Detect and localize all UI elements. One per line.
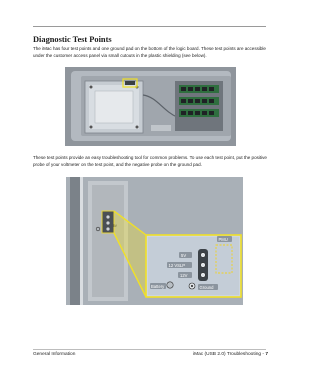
label-12v: 12V bbox=[180, 272, 188, 278]
label-battery: Battery bbox=[151, 283, 165, 289]
label-5v: 5V bbox=[181, 252, 187, 258]
page-number: 7 bbox=[265, 352, 268, 357]
label-pmu: PMU bbox=[218, 236, 228, 242]
footer-rule bbox=[33, 349, 266, 350]
footer-section: General Information bbox=[33, 352, 76, 357]
top-rule bbox=[33, 26, 266, 27]
logic-board-photo bbox=[65, 67, 236, 146]
page-title: Diagnostic Test Points bbox=[33, 35, 112, 44]
label-12vslp: 12 VSLP bbox=[168, 262, 186, 268]
instructions-paragraph: These test points provide an easy troubleshooting tool for common problems. To use each test point, put the positive probe of your voltmeter on the test point, and the negative probe on the ground pad. bbox=[33, 155, 267, 167]
label-ground: Ground bbox=[199, 284, 214, 290]
intro-paragraph: The iMac has four test points and one ground pad on the bottom of the logic board. These test points are accessible under the customer access panel via small cutouts in the plastic shielding (see below). bbox=[33, 46, 266, 58]
small-5v-label: 5V bbox=[113, 224, 117, 228]
footer-page-info bbox=[193, 352, 268, 357]
footer-doc-title: iMac (USB 2.0) Troubleshooting - bbox=[193, 352, 266, 357]
test-points-closeup bbox=[66, 177, 243, 305]
